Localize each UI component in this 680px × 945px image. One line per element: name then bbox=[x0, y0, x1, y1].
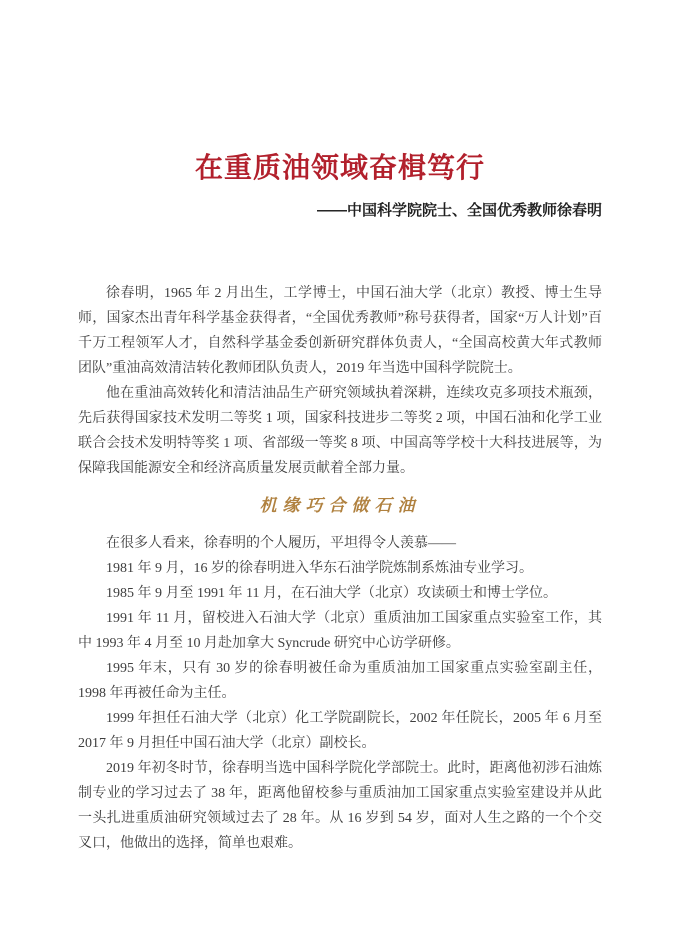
page-subtitle: ——中国科学院院士、全国优秀教师徐春明 bbox=[316, 202, 602, 219]
paragraph: 1985 年 9 月至 1991 年 11 月，在石油大学（北京）攻读硕士和博士学位。 bbox=[106, 586, 557, 601]
page-title: 在重质油领域奋楫笃行 bbox=[194, 153, 485, 184]
paragraph: 1999 年担任石油大学（北京）化工学院副院长，2002 年任院长，2005 年 6 月至 2017 年 9 月担任中国石油大学（北京）副校长。 bbox=[78, 711, 602, 751]
intro-paragraphs bbox=[78, 281, 602, 481]
paragraph: 徐春明，1965 年 2 月出生，工学博士，中国石油大学（北京）教授、博士生导师，国家杰出青年科学基金获得者，“全国优秀教师”称号获得者，国家“万人计划”百千万工程领军人才，自然科学基金委创新研究群体负责人，“全国高校黄大年式教师团队”重油高效清洁转化教师团队负责人，2019 年当选中国科学院院士。 bbox=[78, 286, 602, 376]
paragraph: 1995 年末，只有 30 岁的徐春明被任命为重质油加工国家重点实验室副主任，1998 年再被任命为主任。 bbox=[78, 661, 602, 701]
section-paragraphs bbox=[78, 531, 602, 856]
section-heading: 机缘巧合做石油 bbox=[259, 496, 421, 515]
paragraph: 在很多人看来，徐春明的个人履历，平坦得令人羡慕—— bbox=[106, 536, 456, 551]
paragraph: 1991 年 11 月，留校进入石油大学（北京）重质油加工国家重点实验室工作，其中 1993 年 4 月至 10 月赴加拿大 Syncrude 研究中心访学研修。 bbox=[78, 611, 602, 651]
paragraph: 2019 年初冬时节，徐春明当选中国科学院化学部院士。此时，距离他初涉石油炼制专业的学习过去了 38 年，距离他留校参与重质油加工国家重点实验室建设并从此一头扎进重质油研究领域过去了 28 年。从 16 岁到 54 岁，面对人生之路的一个个交叉口，他做出的选择，简单也艰难。 bbox=[78, 761, 602, 851]
paragraph: 他在重油高效转化和清洁油品生产研究领域执着深耕，连续攻克多项技术瓶颈，先后获得国家技术发明二等奖 1 项，国家科技进步二等奖 2 项，中国石油和化学工业联合会技术发明特等奖 1 项、省部级一等奖 8 项、中国高等学校十大科技进展等，为保障我国能源安全和经济高质量发展贡献着全部力量。 bbox=[78, 386, 602, 476]
paragraph: 1981 年 9 月，16 岁的徐春明进入华东石油学院炼制系炼油专业学习。 bbox=[106, 561, 533, 576]
